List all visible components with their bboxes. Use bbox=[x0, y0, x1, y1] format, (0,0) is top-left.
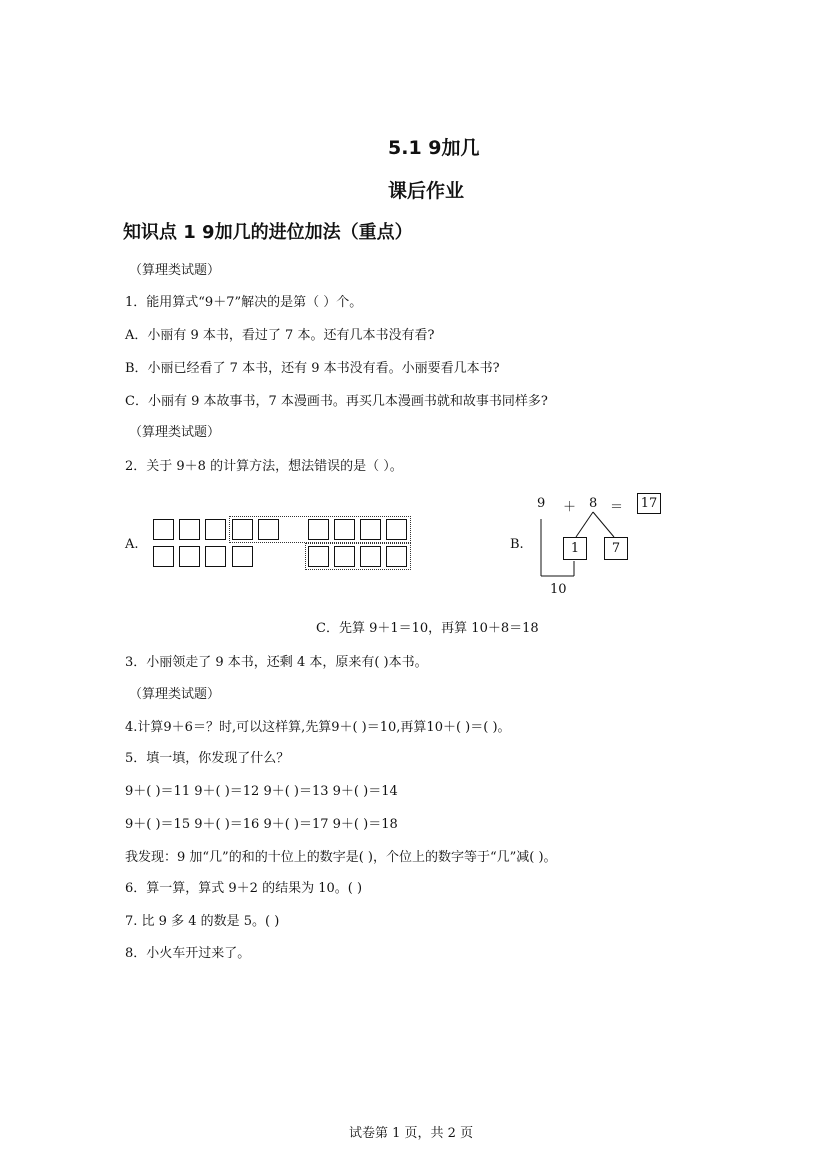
question-5-row-2: 9＋( )＝15 9＋( )＝16 9＋( )＝17 9＋( )＝18 bbox=[125, 817, 398, 832]
question-8: 8．小火车开过来了。 bbox=[125, 946, 251, 961]
section-heading: 知识点 1 9加几的进位加法（重点） bbox=[123, 222, 413, 243]
page-subtitle: 课后作业 bbox=[388, 180, 465, 202]
square bbox=[205, 519, 226, 540]
question-1-stem: 1．能用算式“9＋7”解决的是第（ ）个。 bbox=[125, 295, 363, 310]
question-5-finding: 我发现：9 加“几”的和的十位上的数字是( )，个位上的数字等于“几”减( )。 bbox=[125, 850, 557, 865]
question-7: 7. 比 9 多 4 的数是 5。( ) bbox=[125, 914, 280, 929]
question-type-tag: （算理类试题） bbox=[129, 425, 221, 440]
option-a-label: A. bbox=[125, 537, 139, 552]
question-2-stem: 2．关于 9＋8 的计算方法，想法错误的是（ ）。 bbox=[125, 459, 403, 474]
question-5-row-1: 9＋( )＝11 9＋( )＝12 9＋( )＝13 9＋( )＝14 bbox=[125, 784, 398, 799]
square bbox=[179, 546, 200, 567]
question-4: 4.计算9＋6＝？时,可以这样算,先算9＋( )＝10,再算10＋( )＝( )。 bbox=[125, 720, 511, 735]
option-b-label: B. bbox=[510, 537, 524, 552]
question-1-option-b: B．小丽已经看了 7 本书，还有 9 本书没有看。小丽要看几本书? bbox=[125, 361, 500, 376]
question-1-option-a: A．小丽有 9 本书，看过了 7 本。还有几本书没有看? bbox=[125, 328, 435, 343]
ten-label: 10 bbox=[550, 582, 567, 597]
question-type-tag: （算理类试题） bbox=[129, 687, 221, 702]
square bbox=[153, 519, 174, 540]
result-box: 17 bbox=[637, 493, 661, 514]
question-type-tag: （算理类试题） bbox=[129, 263, 221, 278]
question-3: 3．小丽领走了 9 本书，还剩 4 本，原来有( )本书。 bbox=[125, 655, 428, 670]
dotted-group-box bbox=[305, 543, 411, 570]
decomposition-lines bbox=[530, 505, 640, 585]
square bbox=[232, 546, 253, 567]
split-left-box: 1 bbox=[563, 537, 587, 560]
dotted-group-box bbox=[229, 516, 411, 543]
number-nine: 9 bbox=[537, 496, 546, 511]
question-2-option-c: C．先算 9＋1＝10，再算 10＋8＝18 bbox=[316, 621, 539, 636]
page-footer: 试卷第 1 页，共 2 页 bbox=[349, 1126, 474, 1141]
square bbox=[153, 546, 174, 567]
page-title: 5.1 9加几 bbox=[388, 137, 480, 159]
square bbox=[205, 546, 226, 567]
question-1-option-c: C．小丽有 9 本故事书，7 本漫画书。再买几本漫画书就和故事书同样多? bbox=[125, 394, 548, 409]
question-5-stem: 5．填一填，你发现了什么？ bbox=[125, 751, 290, 766]
square bbox=[179, 519, 200, 540]
plus-sign: ＋ bbox=[563, 500, 577, 515]
equals-sign: ＝ bbox=[610, 500, 624, 515]
split-right-box: 7 bbox=[604, 537, 628, 560]
question-6: 6．算一算，算式 9＋2 的结果为 10。( ) bbox=[125, 881, 363, 896]
number-eight: 8 bbox=[589, 496, 598, 511]
